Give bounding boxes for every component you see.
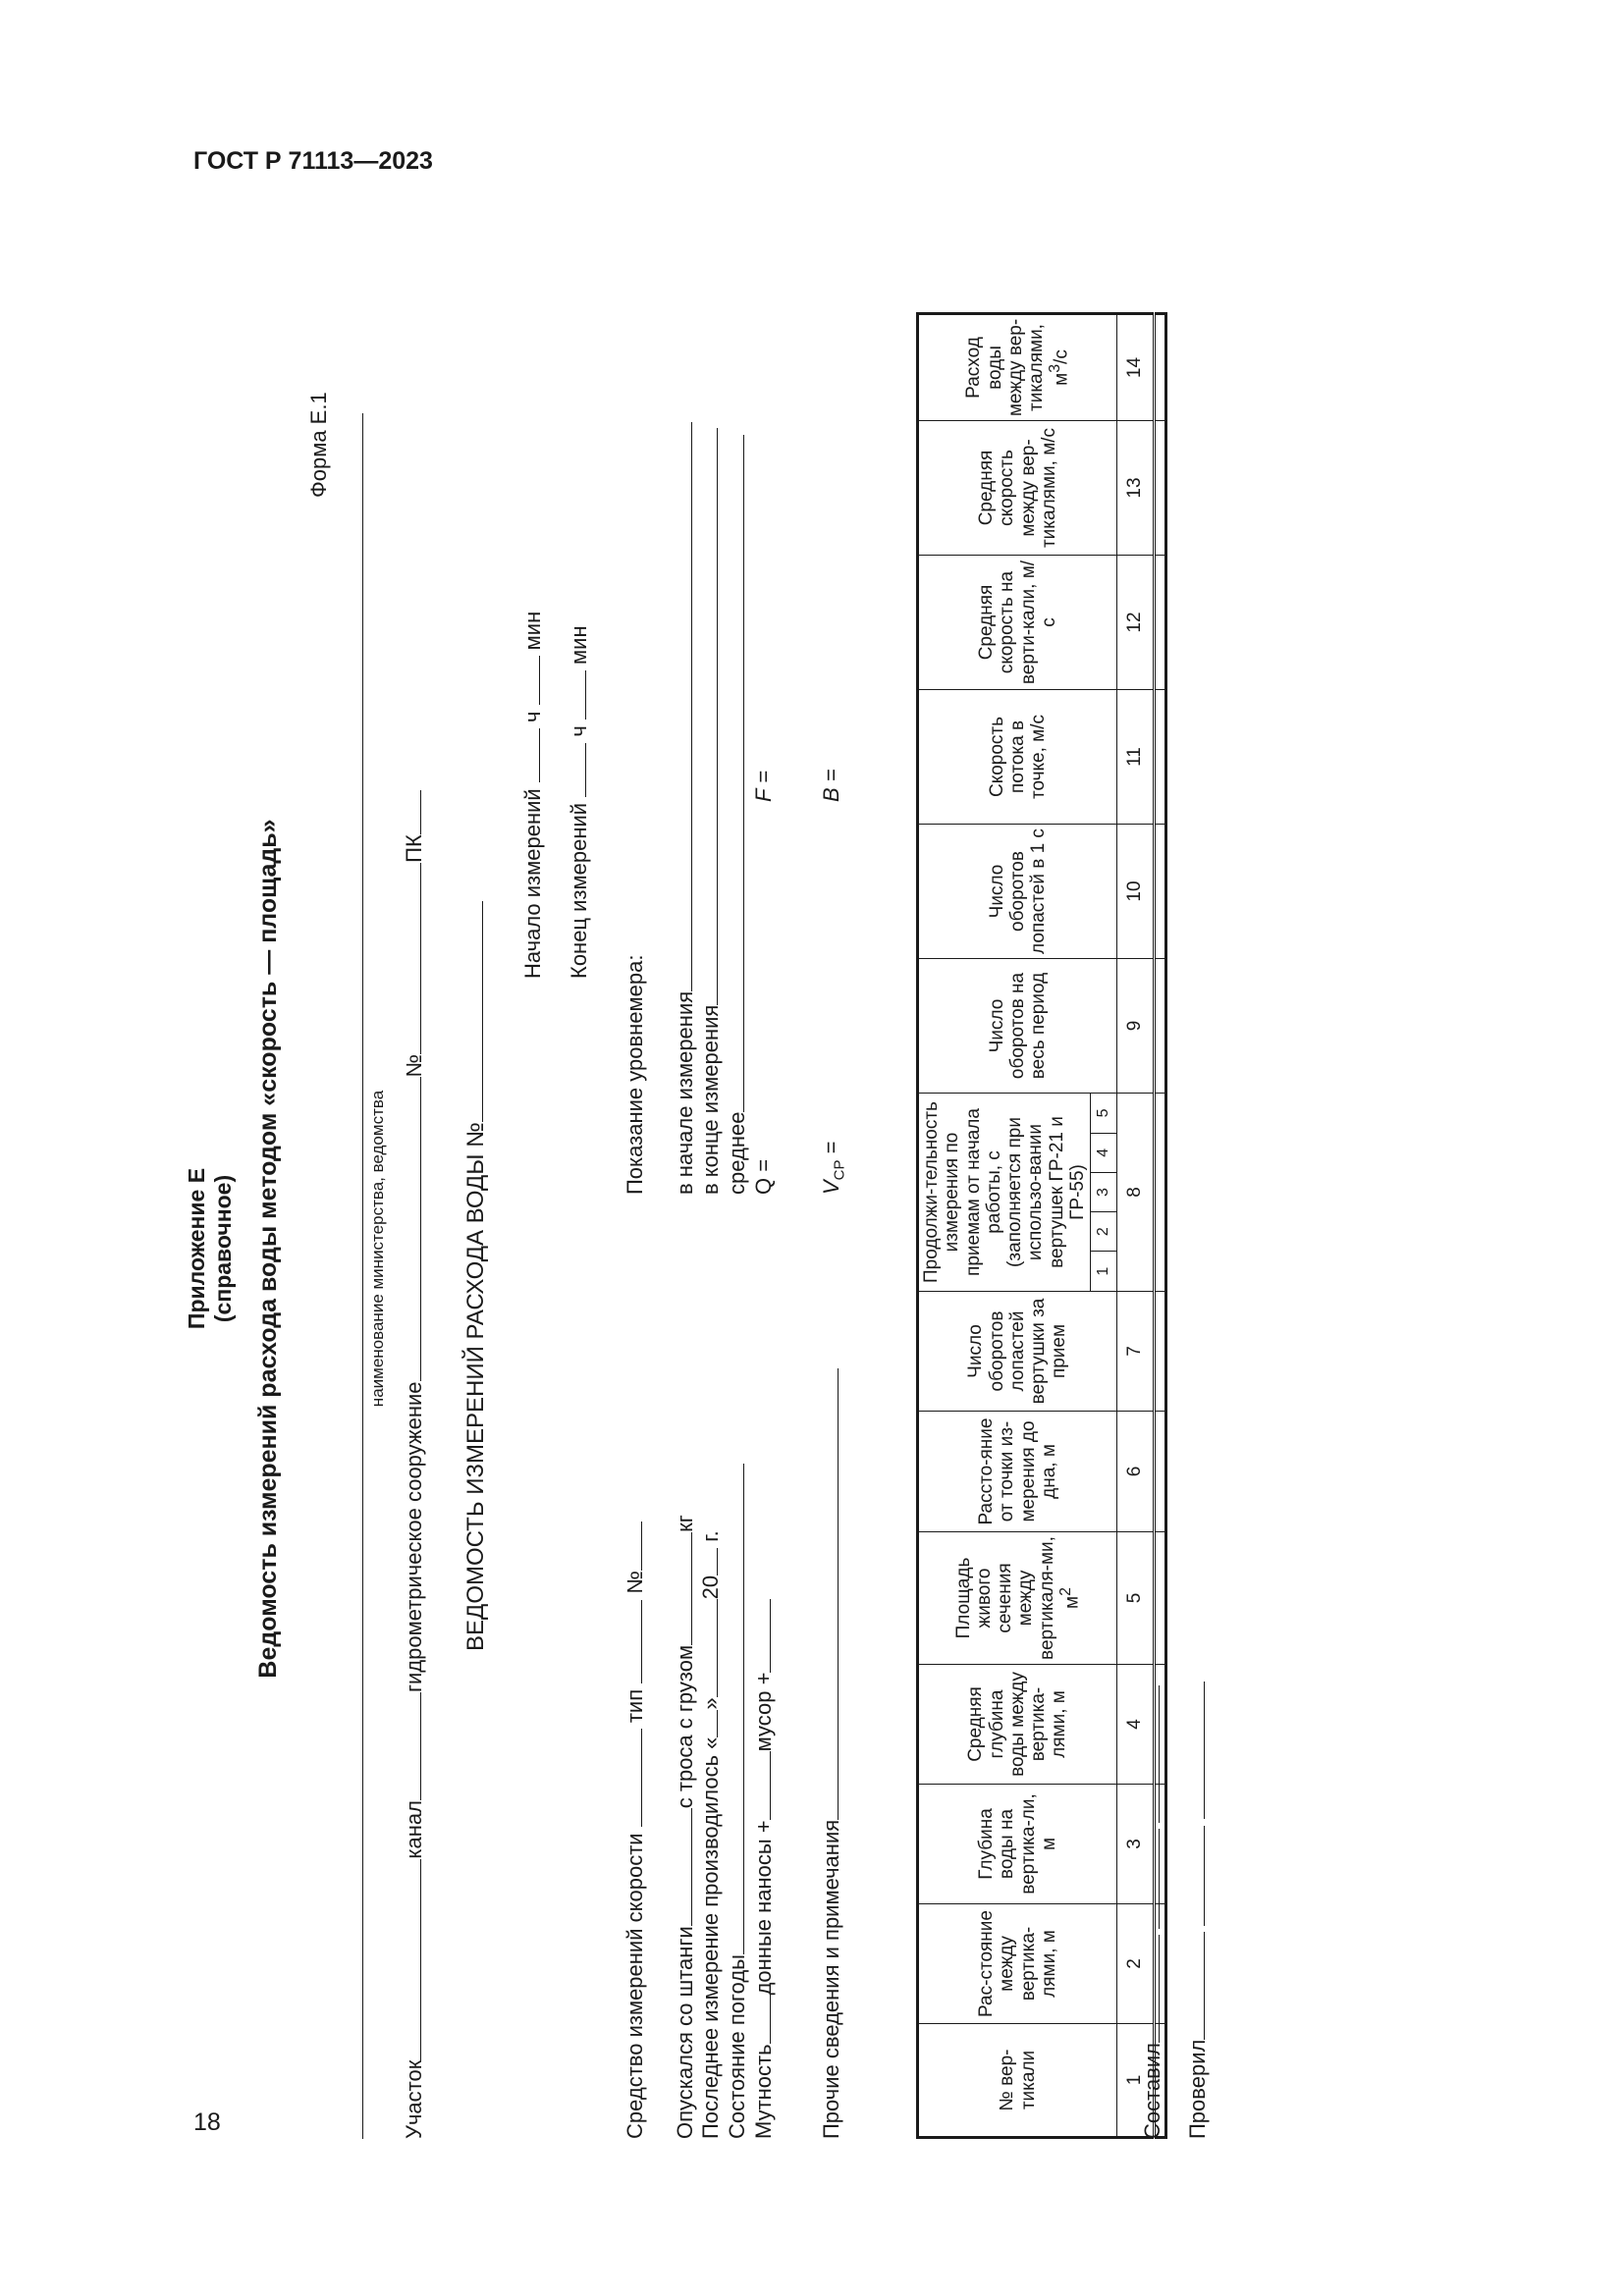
time-end-h-label: ч: [567, 725, 591, 737]
proveril-row: [1185, 1682, 1211, 2139]
uchastok-label: Участок: [402, 2059, 426, 2139]
kanal-label: канал: [402, 1800, 426, 1859]
sub-header-1: 1: [1091, 1252, 1116, 1291]
col-header-2: Рас-стояние между вертика-лями, м: [918, 1904, 1117, 2024]
device-no-blank[interactable]: [623, 1522, 642, 1571]
poslednee-label: Последнее измерение производилось «: [698, 1736, 723, 2139]
site-row: [402, 790, 427, 2139]
time-start-row: [520, 612, 546, 979]
time-end-min-blank[interactable]: [568, 670, 586, 720]
col-header-3: Глубина воды на вертика-ли, м: [918, 1785, 1117, 1904]
time-end-min-label: мин: [567, 625, 591, 665]
pokazanie-label: Показание уровнемера:: [623, 954, 647, 1195]
col-number-6: 6: [1117, 1412, 1155, 1532]
data-cell[interactable]: [1155, 1412, 1166, 1532]
srednee-row: [725, 435, 750, 1195]
uchastok-blank[interactable]: [403, 1859, 421, 2060]
data-cell[interactable]: [1155, 825, 1166, 959]
col-number-1: 1: [1117, 2024, 1155, 2138]
col-number-9: 9: [1117, 959, 1155, 1094]
year-blank[interactable]: [699, 1548, 718, 1575]
v-kontse-label: в конце измерения: [698, 1004, 723, 1195]
page-number: 18: [193, 2109, 221, 2136]
sredstvo-blank[interactable]: [623, 1729, 642, 1827]
document-header: ГОСТ Р 71113—2023: [193, 147, 433, 175]
col-header-13: Средняя скорость между вер-тикалями, м/с: [918, 421, 1117, 556]
time-end-h-blank[interactable]: [568, 743, 586, 797]
proveril-name-blank[interactable]: [1186, 1826, 1205, 1926]
time-end-row: [567, 625, 592, 979]
kanal-blank[interactable]: [403, 1692, 421, 1800]
v-nachale-label: в начале измерения: [673, 990, 697, 1195]
v-nachale-row: [672, 422, 698, 1195]
proveril-label: Проверил: [1185, 2039, 1210, 2139]
measurement-table: [916, 312, 1167, 2139]
table-header-row: [918, 314, 1091, 2138]
data-cell[interactable]: [1155, 556, 1166, 690]
vedomost-no-blank[interactable]: [464, 901, 483, 1122]
col-header-7: Число оборотов лопастей вертушки за прием: [918, 1292, 1117, 1412]
col-header-11: Скорость потока в точке, м/с: [918, 690, 1117, 825]
tip-blank[interactable]: [623, 1600, 642, 1683]
poslednee-row: [698, 1530, 724, 2139]
col-number-7: 7: [1117, 1292, 1155, 1412]
data-cell[interactable]: [1155, 1532, 1166, 1665]
sub-header-4: 4: [1091, 1133, 1116, 1172]
form-label: Форма Е.1: [306, 392, 331, 498]
proveril-sign-blank[interactable]: [1186, 1932, 1205, 2040]
col-number-4: 4: [1117, 1665, 1155, 1785]
device-no-label: №: [623, 1571, 647, 1594]
pk-blank[interactable]: [403, 790, 421, 834]
appendix-title: [184, 321, 237, 2176]
col-header-5: Площадь живого сечения между вертикаля-ми, $м^2$: [918, 1532, 1117, 1665]
donnye-label: донные наносы +: [751, 1820, 776, 1996]
mutnost-row: [751, 1599, 777, 2139]
data-cell[interactable]: [1155, 1292, 1166, 1412]
ministry-caption: наименование министерства, ведомства: [368, 1090, 387, 1408]
data-cell[interactable]: [1155, 421, 1166, 556]
sostoyanie-label: Состояние погоды: [725, 1954, 749, 2139]
col-number-10: 10: [1117, 825, 1155, 959]
col-number-3: 3: [1117, 1785, 1155, 1904]
sostavil-name-blank[interactable]: [1141, 1829, 1160, 1929]
appendix-subtitle: (справочное): [210, 1174, 236, 1323]
s-trosa-label: с троса с грузом: [673, 1644, 697, 1809]
srednee-blank[interactable]: [726, 435, 744, 1112]
sredstvo-row: [623, 1522, 648, 2139]
col-header-9: Число оборотов на весь период: [918, 959, 1117, 1094]
f-label: F =: [751, 770, 776, 802]
year-label: 20: [698, 1575, 723, 1600]
sub-header-cell: [1091, 1094, 1117, 1292]
sub-header-5: 5: [1095, 1108, 1112, 1118]
col-number-12: 12: [1117, 556, 1155, 690]
rotated-form-container: [184, 318, 1215, 2176]
col-number-13: 13: [1117, 421, 1155, 556]
opuskalsya-label: Опускался со штанги: [673, 1926, 697, 2139]
sredstvo-label: Средство измерений скорости: [623, 1833, 647, 2139]
v-kontse-row: [698, 428, 724, 1195]
q-label: Q =: [751, 1158, 776, 1195]
musor-blank[interactable]: [752, 1599, 771, 1673]
site-no-label: №: [402, 1053, 426, 1078]
time-end-label: Конец измерений: [567, 802, 591, 979]
col-header-8: Продолжи-тельность измерения по приемам от начала работы, с (заполняется при использо-вании вертушек ГР-21 и ГР-55): [918, 1094, 1091, 1292]
mutnost-blank[interactable]: [752, 1995, 771, 2044]
v-symbol: V: [819, 1180, 843, 1195]
data-cell[interactable]: [1155, 690, 1166, 825]
vedomost-label: ВЕДОМОСТЬ ИЗМЕРЕНИЙ РАСХОДА ВОДЫ №: [462, 1122, 489, 1651]
v-equals: =: [819, 1141, 843, 1160]
sostavil-label: Составил: [1140, 2042, 1164, 2139]
g-label: г.: [698, 1530, 723, 1542]
col-number-8: 8: [1117, 1094, 1155, 1292]
site-no-blank[interactable]: [403, 863, 421, 1054]
col-number-14: 14: [1117, 314, 1155, 421]
data-cell[interactable]: [1155, 1094, 1166, 1292]
col-number-11: 11: [1117, 690, 1155, 825]
s-trosa-blank[interactable]: [674, 1532, 692, 1645]
col-header-4: Средняя глубина воды между вертика-лями, м: [918, 1665, 1117, 1785]
opuskalsya-blank[interactable]: [674, 1808, 692, 1926]
appendix-title-text: Приложение Е: [184, 1167, 209, 1330]
col-header-6: Рассто-яние от точки из-мерения до дна, м: [918, 1412, 1117, 1532]
time-start-h-label: ч: [520, 711, 545, 723]
col-header-1: № вер-тикали: [918, 2024, 1117, 2138]
vedomost-row: [462, 413, 490, 2139]
sostoyanie-row: [725, 1464, 750, 2139]
sub-header-3: 3: [1091, 1172, 1116, 1211]
sostavil-sign-blank[interactable]: [1141, 1935, 1160, 2043]
col-number-2: 2: [1117, 1904, 1155, 2024]
v-sr-label: [819, 1142, 847, 1196]
time-start-min-blank[interactable]: [521, 656, 540, 705]
sostavil-row: [1140, 1685, 1165, 2139]
sub-header-table: [1091, 1094, 1116, 1291]
time-start-label: Начало измерений: [520, 788, 545, 979]
time-start-min-label: мин: [520, 611, 545, 651]
gidro-label: гидрометрическое сооружение: [402, 1381, 426, 1693]
month-blank[interactable]: [699, 1599, 718, 1697]
v-subscript: СР: [831, 1159, 848, 1181]
ministry-line: [362, 413, 363, 2139]
data-cell[interactable]: [1155, 959, 1166, 1094]
v-kontse-blank[interactable]: [699, 428, 718, 1005]
form-title: Ведомость измерений расхода воды методом «скорость — площадь»: [254, 819, 282, 1679]
col-number-5: 5: [1117, 1532, 1155, 1665]
time-start-h-blank[interactable]: [521, 728, 540, 782]
srednee-label: среднее: [725, 1111, 749, 1195]
col-header-10: Число оборотов лопастей в 1 с: [918, 825, 1117, 959]
col-header-14: Расход воды между вер-тикалями, $м^3/с$: [918, 314, 1117, 421]
sostavil-date-blank[interactable]: [1141, 1685, 1160, 1823]
opuskalsya-row: [672, 1515, 698, 2139]
gidro-blank[interactable]: [403, 1077, 421, 1381]
col-header-12: Средняя скорость на верти-кали, м/с: [918, 556, 1117, 690]
musor-label: мусор +: [751, 1672, 776, 1752]
v-nachale-blank[interactable]: [674, 422, 692, 991]
sub-header-2: 2: [1091, 1212, 1116, 1252]
quote-close: »: [698, 1697, 723, 1710]
prochie-blank[interactable]: [820, 1368, 839, 1820]
kg-label: кг: [673, 1515, 697, 1532]
proveril-date-blank[interactable]: [1186, 1682, 1205, 1819]
data-cell[interactable]: [1155, 314, 1166, 421]
mutnost-label: Мутность: [751, 2044, 776, 2139]
prochie-row: [819, 1368, 844, 2139]
sostoyanie-blank[interactable]: [726, 1464, 744, 1954]
day-blank[interactable]: [699, 1710, 718, 1737]
b-label: B =: [819, 769, 843, 802]
prochie-label: Прочие сведения и примечания: [819, 1819, 843, 2139]
tip-label: тип: [623, 1688, 647, 1724]
pk-label: ПК: [402, 834, 426, 863]
donnye-blank[interactable]: [752, 1751, 771, 1820]
